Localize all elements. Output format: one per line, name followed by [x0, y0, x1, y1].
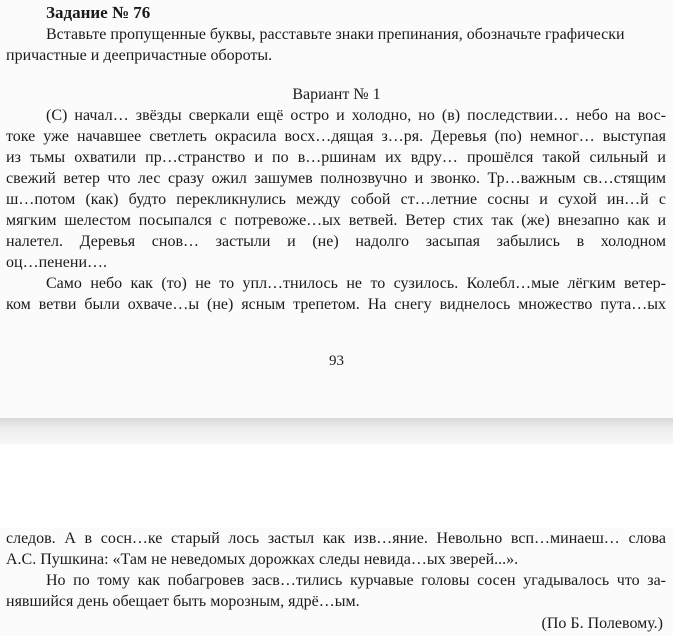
task-instruction-line-2: причастные и деепричастные обороты. — [6, 47, 273, 64]
page-number: 93 — [329, 353, 344, 369]
page-separator-shadow — [0, 418, 673, 444]
attribution: (По Б. Полевому.) — [541, 615, 663, 632]
text-line-5: ш…потом (как) будто перекликнулись между собой ст…летние сосны и сухой ин…й с — [6, 191, 666, 208]
task-title: Задание № 76 — [46, 3, 151, 22]
text-line-7: налетел. Деревья снов… застыли и (не) надолго засыпая забылись в холодном — [6, 233, 666, 250]
text-line-6: мягким шелестом посыпался с потревоже…ых ветвей. Ветер стих так (же) внезапно как и — [6, 212, 666, 229]
task-instruction-line-1: Вставьте пропущенные буквы, расставьте знаки препинания, обозначьте графически — [46, 26, 625, 43]
text-line-4: свежий ветер что лес сразу ожил зашумев полнозвучно и звонко. Тр…важным св…стящим — [6, 170, 666, 187]
text-line-2: токе уже начавшее светлеть окрасила восх…дящая з…ря. Деревья (по) немног… выступая — [6, 128, 666, 145]
continuation-line-3: Но по тому как побагровев засв…тились курчавые головы сосен угадывалось что за- — [46, 572, 666, 589]
continuation-line-4: нявшийся день обещает быть морозным, ядрё…ым. — [6, 593, 360, 610]
text-line-9: Само небо как (то) не то упл…тнилось не то сузилось. Колебл…мые лёгким ветер- — [46, 275, 666, 292]
continuation-line-1: следов. А в сосн…ке старый лось застыл как изв…яние. Невольно всп…минаеш… слова — [6, 530, 666, 547]
text-line-1: (С) начал… звёзды сверкали ещё остро и холодно, но (в) последствии… небо на вос- — [46, 107, 666, 124]
text-line-3: из тьмы охватили пр…странство и по в…ршинам их вдру… прошёлся такой сильный и — [6, 149, 666, 166]
text-line-10: ком ветви были охваче…ы (не) ясным трепетом. На снегу виднелось множество пута…ых — [6, 296, 666, 313]
text-line-8: оц…пенени…. — [6, 254, 108, 271]
continuation-line-2: А.С. Пушкина: «Там не неведомых дорожках следы невида…ых зверей...». — [6, 551, 519, 568]
variant-heading: Вариант № 1 — [292, 86, 381, 103]
